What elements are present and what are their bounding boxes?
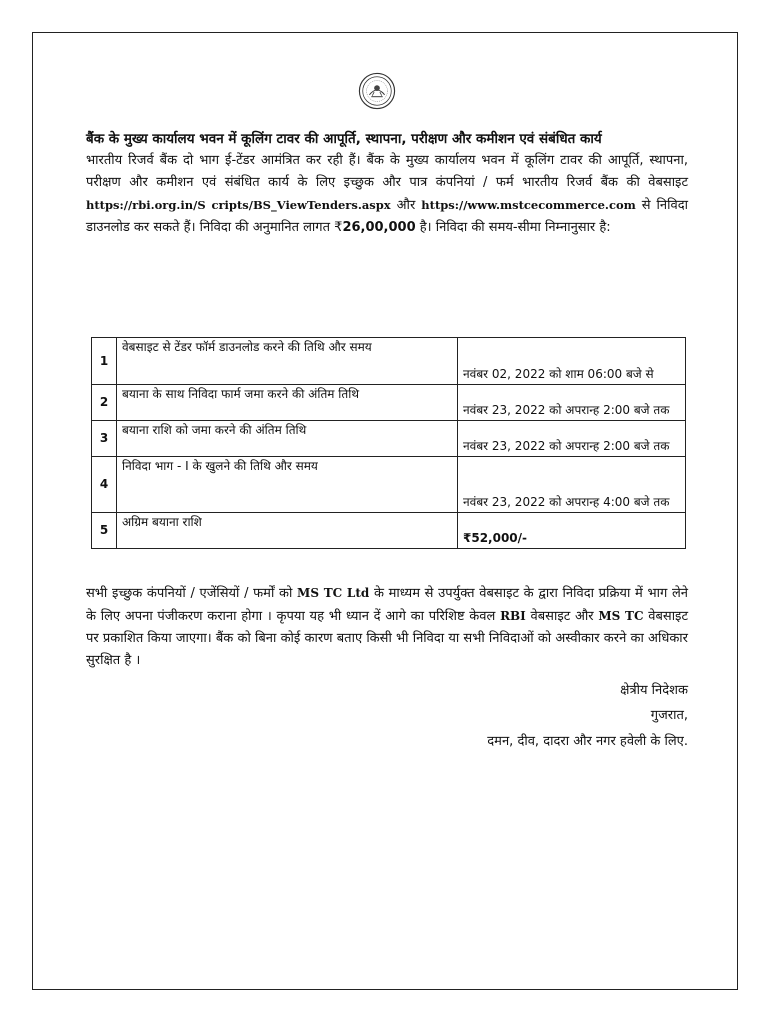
mstc-name: MS TC Ltd (297, 586, 370, 600)
row-number: 1 (92, 338, 117, 385)
rbi-tender-link[interactable]: https://rbi.org.in/S cripts/BS_ViewTenders.aspx (86, 198, 391, 212)
closing-paragraph (86, 582, 688, 672)
rbi-seal-icon (358, 72, 396, 110)
rbi-name: RBI (500, 609, 526, 623)
mstc-name: MS TC (598, 609, 644, 623)
row-value: ₹52,000/- (458, 513, 686, 549)
signatory-title: क्षेत्रीय निदेशक (620, 683, 688, 698)
row-label: बयाना राशि को जमा करने की अंतिम तिथि (117, 421, 458, 457)
closing-text: वेबसाइट पर प्रकाशित किया जाएगा। बैंक को बिना कोई कारण बताए किसी भी निविदा या सभी निविदाओं को अस्वीकार करने का अधिकार सुरक्षित है । (86, 609, 688, 668)
row-label: बयाना के साथ निविदा फार्म जमा करने की अंतिम तिथि (117, 385, 458, 421)
intro-text: है। निविदा की समय-सीमा निम्नानुसार है: (415, 220, 611, 235)
intro-text: भारतीय रिजर्व बैंक दो भाग ई-टेंडर आमंत्रित कर रही हैं। बैंक के मुख्य कार्यालय भवन में कूलिंग टावर की आपूर्ति, स्थापना, परीक्षण और कमीशन एवं संबंधित कार्य के लिए इच्छुक और पात्र कंपनियां / फर्म भारतीय रिजर्व बैंक की वेबसाइट (86, 153, 688, 190)
table-row (92, 513, 686, 549)
row-label: अग्रिम बयाना राशि (117, 513, 458, 549)
closing-text: के माध्यम से उपर्युक्त वेबसाइट के द्वारा निविदा प्रक्रिया में भाग लेने के लिए अपना पंजीकरण कराना होगा । कृपया यह भी ध्यान दें आगे का परिशिष्ट केवल (86, 586, 689, 624)
row-number: 4 (92, 457, 117, 513)
row-number: 3 (92, 421, 117, 457)
row-number: 5 (92, 513, 117, 549)
signatory-jurisdiction: दमन, दीव, दादरा और नगर हवेली के लिए. (487, 734, 688, 749)
row-value: नवंबर 02, 2022 को शाम 06:00 बजे से (458, 338, 686, 385)
table-row (92, 338, 686, 385)
row-value: नवंबर 23, 2022 को अपरान्ह 2:00 बजे तक (458, 385, 686, 421)
row-value: नवंबर 23, 2022 को अपरान्ह 2:00 बजे तक (458, 421, 686, 457)
row-label: वेबसाइट से टेंडर फॉर्म डाउनलोड करने की तिथि और समय (117, 338, 458, 385)
intro-text: से निविदा डाउनलोड कर सकते हैं। निविदा की अनुमानित लागत ₹ (86, 198, 688, 235)
intro-paragraph (86, 150, 688, 239)
intro-text: और (390, 198, 422, 213)
row-value: नवंबर 23, 2022 को अपरान्ह 4:00 बजे तक (458, 457, 686, 513)
row-label: निविदा भाग - I के खुलने की तिथि और समय (117, 457, 458, 513)
row-number: 2 (92, 385, 117, 421)
schedule-table (91, 337, 686, 549)
table-row (92, 421, 686, 457)
estimated-cost: 26,00,000 (342, 220, 416, 235)
notice-heading: बैंक के मुख्य कार्यालय भवन में कूलिंग टावर की आपूर्ति, स्थापना, परीक्षण और कमीशन एवं संबंधित कार्य (86, 131, 602, 147)
table-row (92, 385, 686, 421)
notice-body (86, 128, 688, 239)
closing-text: वेबसाइट और (525, 609, 599, 624)
table-row (92, 457, 686, 513)
signatory-region: गुजरात, (650, 708, 688, 723)
mstc-link[interactable]: https://www.mstcecommerce.com (421, 198, 636, 212)
closing-text: सभी इच्छुक कंपनियों / एजेंसियों / फर्मों को (86, 586, 298, 601)
